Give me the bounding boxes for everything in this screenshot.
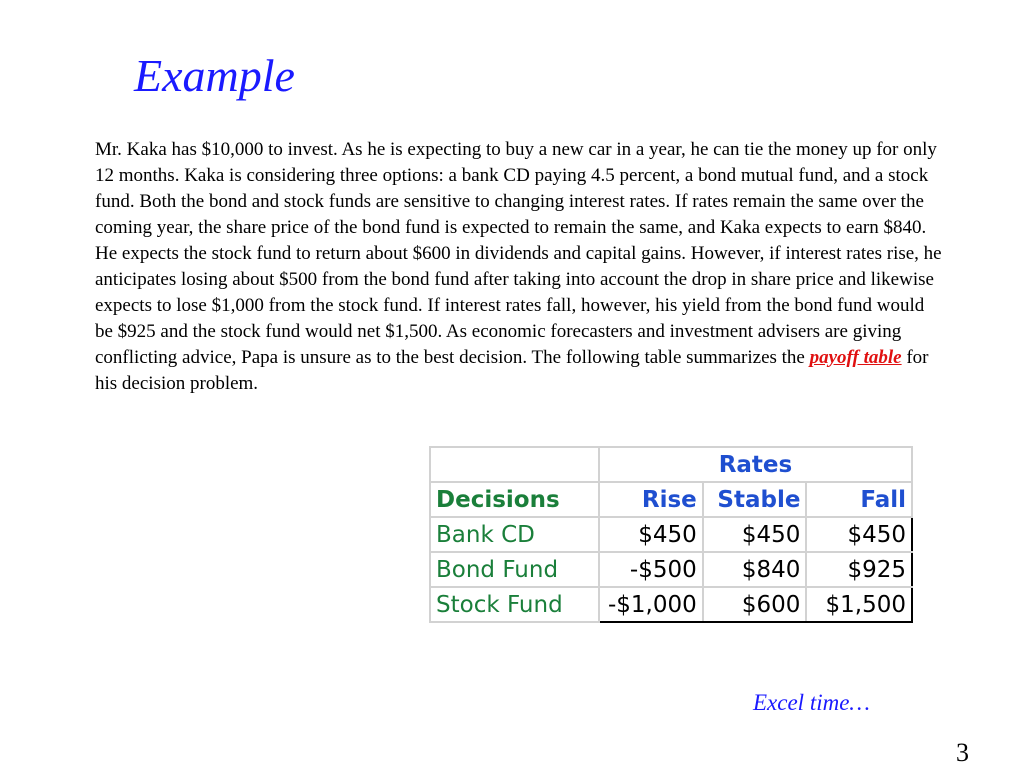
table-cell: $450 (703, 517, 807, 552)
table-corner-cell (430, 447, 599, 482)
table-header-row-columns (430, 482, 912, 517)
table-row (430, 587, 912, 622)
row-label-bond-fund: Bond Fund (430, 552, 599, 587)
problem-description (95, 137, 945, 397)
problem-text-end: for his decision problem. (95, 347, 929, 394)
problem-text: Mr. Kaka has $10,000 to invest. As he is expecting to buy a new car in a year, he can tie the money up for only 12 months. Kaka is considering three options: a bank CD paying 4.5 percent, a bond mutual fund, and a stock fund. Both the bond and stock funds are sensitive to changing interest rates. If rates remain the same over the coming year, the share price of the bond fund is expected to remain the same, and Kaka expects to earn $840. He expects the stock fund to return about $600 in dividends and capital gains. However, if interest rates rise, he anticipates losing about $500 from the bond fund after taking into account the drop in share price and likewise expects to lose $1,000 from the stock fund. If interest rates fall, however, his yield from the bond fund would be $925 and the stock fund would net $1,500. As economic forecasters and investment advisers are giving conflicting advice, Papa is unsure as to the best decision. The following table summarizes the (95, 139, 942, 368)
slide-title: Example (134, 50, 295, 101)
rates-group-header: Rates (599, 447, 912, 482)
column-header-rise: Rise (599, 482, 703, 517)
table-row (430, 517, 912, 552)
table-cell: $925 (806, 552, 912, 587)
table-cell: $450 (806, 517, 912, 552)
row-label-bank-cd: Bank CD (430, 517, 599, 552)
table-cell: $450 (599, 517, 703, 552)
excel-time-note: Excel time… (753, 690, 870, 715)
table-header-row-rates (430, 447, 912, 482)
table-cell: -$500 (599, 552, 703, 587)
decisions-header: Decisions (430, 482, 599, 517)
column-header-stable: Stable (703, 482, 807, 517)
table-cell: $840 (703, 552, 807, 587)
payoff-table (429, 446, 913, 623)
page-number: 3 (956, 738, 969, 767)
payoff-table-container (429, 446, 913, 636)
table-cell: -$1,000 (599, 587, 703, 622)
payoff-table-link[interactable]: payoff table (809, 347, 902, 368)
table-cell: $1,500 (806, 587, 912, 622)
table-cell: $600 (703, 587, 807, 622)
table-row (430, 552, 912, 587)
column-header-fall: Fall (806, 482, 912, 517)
row-label-stock-fund: Stock Fund (430, 587, 599, 622)
